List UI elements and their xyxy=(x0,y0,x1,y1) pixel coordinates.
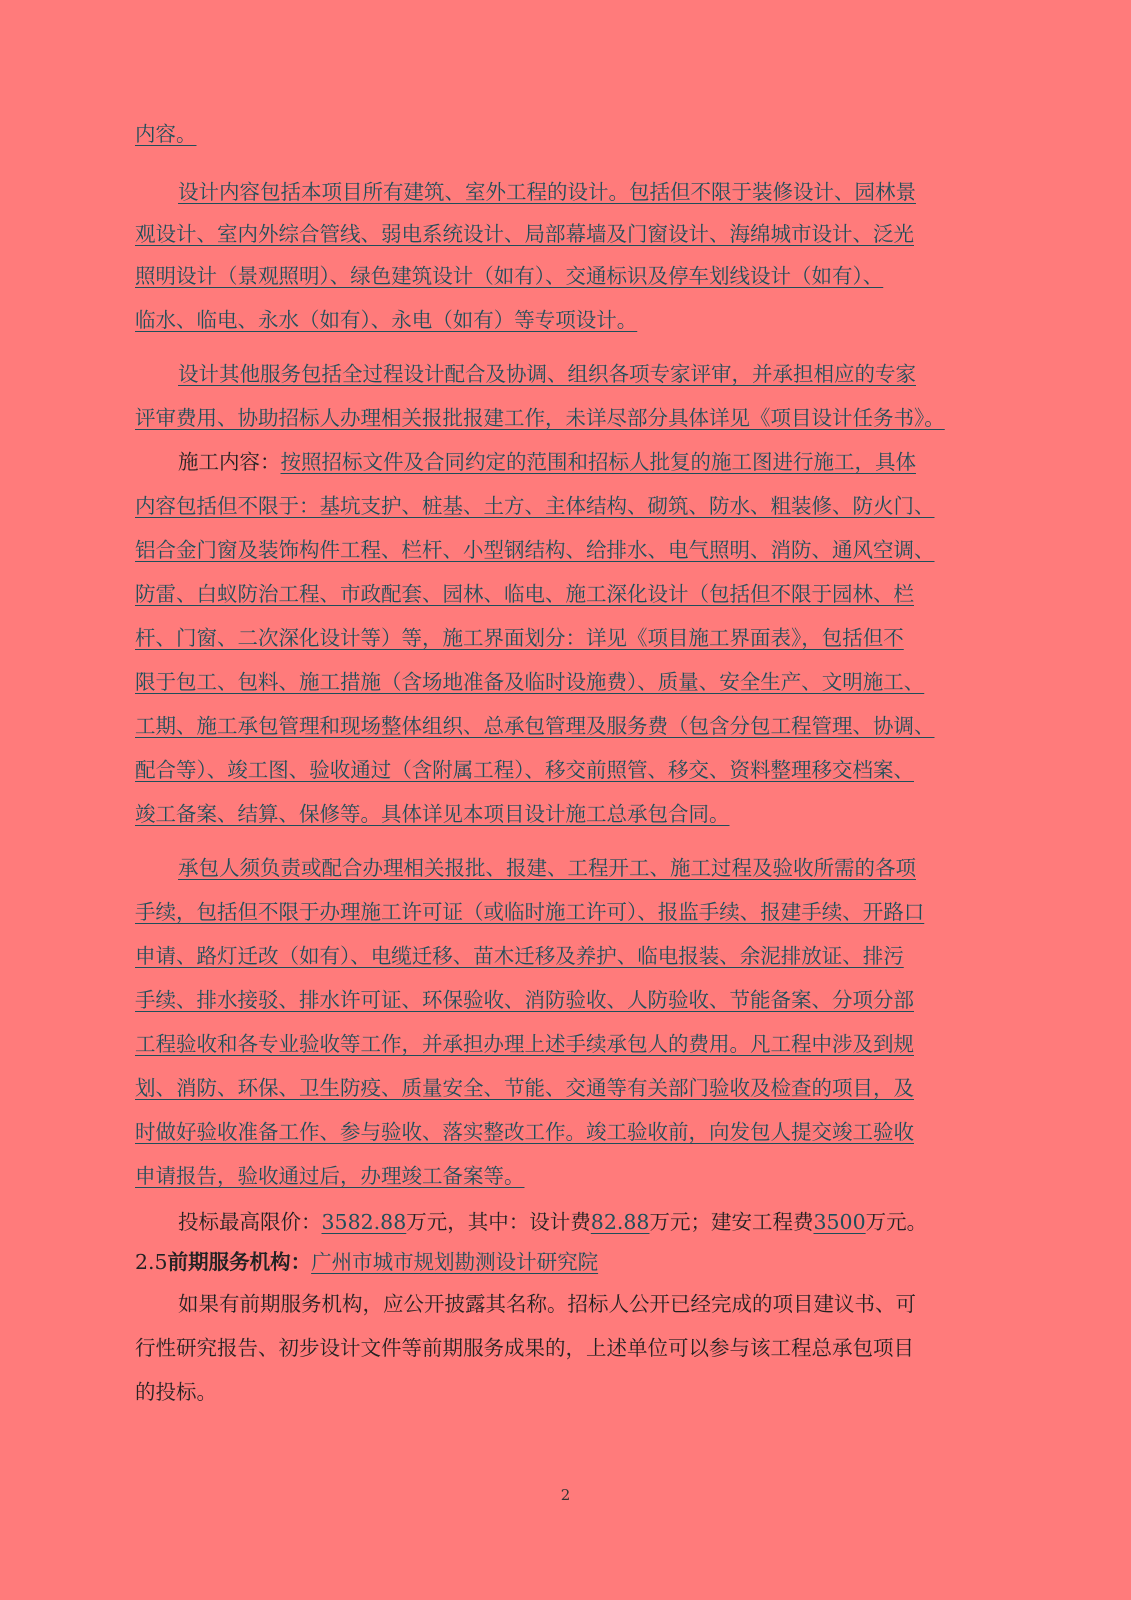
text-line: 铝合金门窗及装饰构件工程、栏杆、小型钢结构、给排水、电气照明、消防、通风空调、 xyxy=(135,538,935,562)
text-line: 如果有前期服务机构，应公开披露其名称。招标人公开已经完成的项目建议书、可 xyxy=(178,1292,916,1316)
section-heading xyxy=(135,1248,598,1278)
text-line: 工程验收和各专业验收等工作，并承担办理上述手续承包人的费用。凡工程中涉及到规 xyxy=(135,1032,914,1056)
organization-name: 广州市城市规划勘测设计研究院 xyxy=(311,1250,599,1274)
text-line: 竣工备案、结算、保修等。具体详见本项目设计施工总承包合同。 xyxy=(135,802,730,826)
price-unit: 万元，其中：设计费 xyxy=(406,1210,591,1234)
text-line: 内容包括但不限于：基坑支护、桩基、土方、主体结构、砌筑、防水、粗装修、防火门、 xyxy=(135,494,935,518)
text-line: 杆、门窗、二次深化设计等）等，施工界面划分：详见《项目施工界面表》，包括但不 xyxy=(135,626,904,650)
text-line: 设计内容包括本项目所有建筑、室外工程的设计。包括但不限于装修设计、园林景 xyxy=(178,180,916,204)
text-line: 申请、路灯迁改（如有）、电缆迁移、苗木迁移及养护、临电报装、余泥排放证、排污 xyxy=(135,944,904,968)
page-number: 2 xyxy=(560,1486,571,1504)
text-line: 临水、临电、永水（如有）、永电（如有）等专项设计。 xyxy=(135,308,638,332)
text-line: 的投标。 xyxy=(135,1380,217,1404)
text-line: 手续，包括但不限于办理施工许可证（或临时施工许可）、报监手续、报建手续、开路口 xyxy=(135,900,925,924)
text-line: 配合等）、竣工图、验收通过（含附属工程）、移交前照管、移交、资料整理移交档案、 xyxy=(135,758,914,782)
text-line: 评审费用、协助招标人办理相关报批报建工作，未详尽部分具体详见《项目设计任务书》。 xyxy=(135,406,945,430)
text-line: 设计其他服务包括全过程设计配合及协调、组织各项专家评审，并承担相应的专家 xyxy=(178,362,916,386)
text-line xyxy=(178,448,916,478)
text-line: 申请报告，验收通过后，办理竣工备案等。 xyxy=(135,1164,525,1188)
inline-text: 按照招标文件及合同约定的范围和招标人批复的施工图进行施工，具体 xyxy=(280,450,916,474)
text-line: 手续、排水接驳、排水许可证、环保验收、消防验收、人防验收、节能备案、分项分部 xyxy=(135,988,914,1012)
price-unit: 万元；建安工程费 xyxy=(649,1210,814,1234)
text-line: 承包人须负责或配合办理相关报批、报建、工程开工、施工过程及验收所需的各项 xyxy=(178,856,916,880)
inline-label: 施工内容： xyxy=(178,450,281,474)
section-number: 2.5 xyxy=(135,1250,168,1274)
price-label: 投标最高限价： xyxy=(178,1210,322,1234)
text-line: 内容。 xyxy=(135,122,197,146)
text-line: 时做好验收准备工作、参与验收、落实整改工作。竣工验收前，向发包人提交竣工验收 xyxy=(135,1120,914,1144)
text-line: 观设计、室内外综合管线、弱电系统设计、局部幕墙及门窗设计、海绵城市设计、泛光 xyxy=(135,222,914,246)
design-fee: 82.88 xyxy=(590,1210,650,1234)
price-unit: 万元。 xyxy=(865,1210,928,1234)
text-line: 行性研究报告、初步设计文件等前期服务成果的，上述单位可以参与该工程总承包项目 xyxy=(135,1336,914,1360)
text-line: 划、消防、环保、卫生防疫、质量安全、节能、交通等有关部门验收及检查的项目，及 xyxy=(135,1076,914,1100)
total-price: 3582.88 xyxy=(321,1210,407,1234)
price-line xyxy=(178,1208,927,1238)
section-title: 前期服务机构： xyxy=(167,1250,312,1274)
text-line: 防雷、白蚁防治工程、市政配套、园林、临电、施工深化设计（包括但不限于园林、栏 xyxy=(135,582,914,606)
construction-fee: 3500 xyxy=(813,1210,866,1234)
text-line: 工期、施工承包管理和现场整体组织、总承包管理及服务费（包含分包工程管理、协调、 xyxy=(135,714,935,738)
text-line: 限于包工、包料、施工措施（含场地准备及临时设施费）、质量、安全生产、文明施工、 xyxy=(135,670,925,694)
text-line: 照明设计（景观照明）、绿色建筑设计（如有）、交通标识及停车划线设计（如有）、 xyxy=(135,264,884,288)
